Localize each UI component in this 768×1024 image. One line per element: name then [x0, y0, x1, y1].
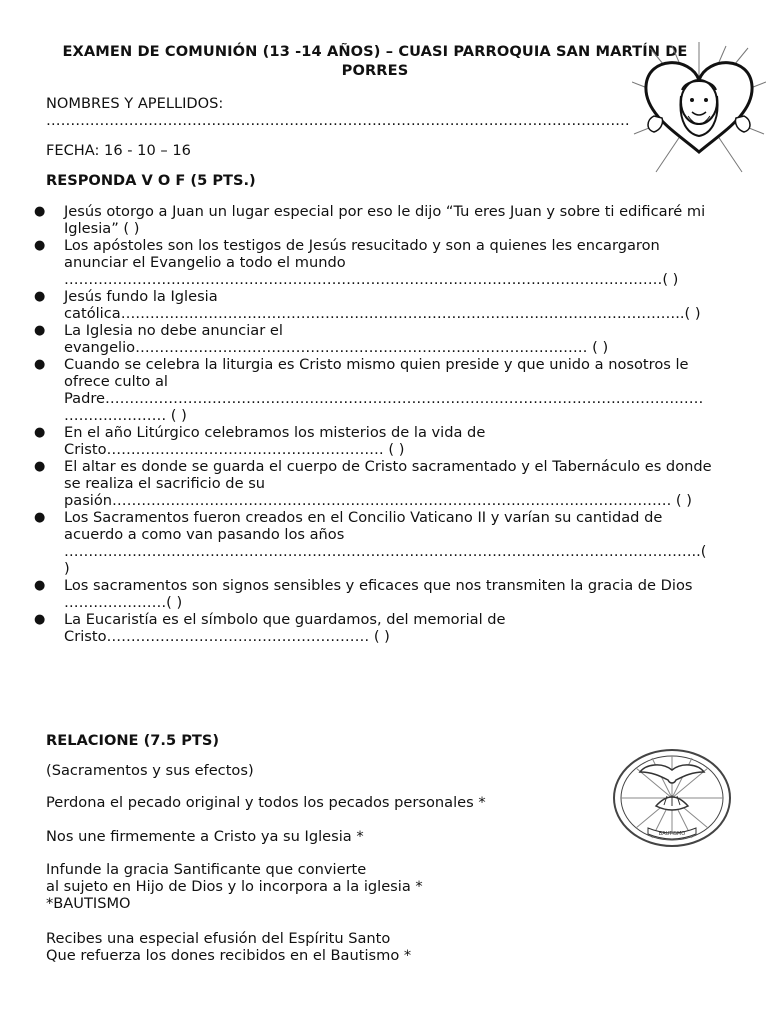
true-false-list — [26, 203, 716, 645]
name-blank-line: ………………………………………………………………………………………………………… — [46, 112, 630, 129]
exam-title: EXAMEN DE COMUNIÓN (13 -14 AÑOS) – CUASI PARROQUIA SAN MARTÍN DE PORRES — [62, 43, 688, 79]
bullet-icon: ● — [34, 578, 46, 593]
list-item: ● Los apóstoles son los testigos de Jesús resucitado y son a quienes les encargaron anunciar el Evangelio a todo el mundo ……………………………………………………………………………………………………………( ) — [34, 237, 679, 288]
match-line: Infunde la gracia Santificante que convierte — [46, 861, 367, 878]
bullet-icon: ● — [34, 357, 46, 372]
list-item: ● Jesús fundo la Iglesia católica……………………………………………………………………………………………………..( ) — [34, 288, 701, 322]
list-item: ● La Iglesia no debe anunciar el evangelio………………………………………………………………………………… ( ) — [34, 322, 609, 356]
section-relate-heading: RELACIONE (7.5 PTS) — [46, 732, 220, 749]
bullet-icon: ● — [34, 289, 46, 304]
match-line: Recibes una especial efusión del Espíritu Santo — [46, 930, 391, 947]
date-line: FECHA: 16 - 10 – 16 — [46, 142, 191, 159]
match-line: Nos une firmemente a Cristo ya su Iglesia * — [46, 828, 364, 845]
bullet-icon: ● — [34, 238, 46, 253]
list-item: ● Jesús otorgo a Juan un lugar especial por eso le dijo “Tu eres Juan y sobre ti edificaré mi Iglesia” ( ) — [34, 203, 706, 237]
emblem-label: BAUTISMO — [658, 831, 686, 837]
bullet-icon: ● — [34, 425, 46, 440]
list-item: ● El altar es donde se guarda el cuerpo de Cristo sacramentado y el Tabernáculo es donde se realiza el sacrificio de su pasión……………………………………………………………………………………………………. ( ) — [34, 458, 712, 509]
match-line: Perdona el pecado original y todos los pecados personales * — [46, 794, 486, 811]
match-option-bautismo: *BAUTISMO — [46, 895, 131, 912]
name-label: NOMBRES Y APELLIDOS: — [46, 95, 224, 112]
list-item: ● Cuando se celebra la liturgia es Cristo mismo quien preside y que unido a nosotros le ofrece culto al Padre……………………………………………………………………………………………………………………………… ( ) — [34, 356, 704, 424]
match-line: al sujeto en Hijo de Dios y lo incorpora a la iglesia * — [46, 878, 423, 895]
jesus-heart-illustration — [632, 42, 766, 174]
section-relate-subtitle: (Sacramentos y sus efectos) — [46, 762, 254, 779]
list-item: ● Los Sacramentos fueron creados en el Concilio Vaticano II y varían su cantidad de acuerdo a como van pasando los años …………………………………………………………………………………………………………………..( ) — [34, 509, 707, 577]
list-item: ● En el año Litúrgico celebramos los misterios de la vida de Cristo………………………………………………… ( ) — [34, 424, 486, 458]
bullet-icon: ● — [34, 323, 46, 338]
list-item: ● Los sacramentos son signos sensibles y eficaces que nos transmiten la gracia de Dios …………………( ) — [34, 577, 693, 611]
bullet-icon: ● — [34, 510, 46, 525]
list-item: ● La Eucaristía es el símbolo que guardamos, del memorial de Cristo……………………………………………… ( ) — [34, 611, 506, 645]
baptism-emblem — [612, 748, 732, 848]
bullet-icon: ● — [34, 204, 46, 219]
section-true-false-heading: RESPONDA V O F (5 PTS.) — [46, 172, 256, 189]
bullet-icon: ● — [34, 459, 46, 474]
bullet-icon: ● — [34, 612, 46, 627]
match-line: Que refuerza los dones recibidos en el Bautismo * — [46, 947, 412, 964]
